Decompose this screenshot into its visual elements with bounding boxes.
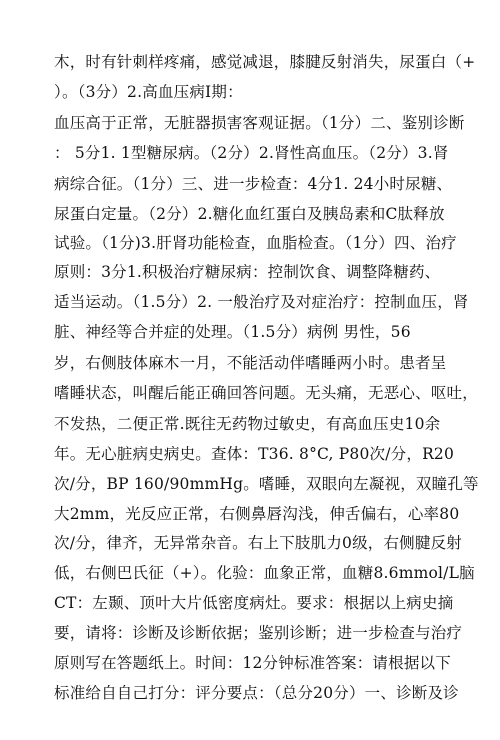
text-line: 血压高于正常，无脏器损害客观证据。（1分）二、鉴别诊断 (54, 114, 465, 132)
text-line: 要，请将：诊断及诊断依据；鉴别诊断；进一步检查与治疗 (54, 624, 463, 642)
text-line: 大2mm，光反应正常，右侧鼻唇沟浅，伸舌偏右，心率80 (54, 505, 460, 523)
text-line: 年。无心脏病史病史。查体：T36. 8°C, P80次/分，R20 (54, 445, 455, 463)
text-line: 不发热，二便正常.既往无药物过敏史，有高血压史10余 (54, 415, 441, 433)
text-line: 木，时有针刺样疼痛，感觉减退，膝腱反射消失，尿蛋白（+ (54, 53, 476, 71)
text-line: 次/分，BP 160/90mmHg。嗜睡，双眼向左凝视，双瞳孔等 (54, 475, 479, 493)
text-line: ）。（3分）2.高血压病Ⅰ期： (54, 83, 243, 101)
text-line: 尿蛋白定量。（2分）2.糖化血红蛋白及胰岛素和C肽释放 (54, 205, 445, 223)
text-line: 低，右侧巴氏征（+）。化验：血象正常，血糖8.6mmol/L脑 (54, 564, 475, 582)
text-line: 原则写在答题纸上。时间：12分钟标准答案：请根据以下 (54, 654, 451, 672)
text-line: 次/分，律齐，无异常杂音。右上下肢肌力0级，右侧腱反射 (54, 534, 462, 552)
text-line: 适当运动。（1.5分）2. 一般治疗及对症治疗：控制血压，肾 (54, 293, 469, 311)
text-line: 岁，右侧肢体麻木一月，不能活动伴嗜睡两小时。患者呈 (54, 354, 447, 372)
text-line: 试验。（1分)3.肝肾功能检查，血脂检查。（1分）四、治疗 (54, 234, 457, 252)
text-line: CT：左颞、顶叶大片低密度病灶。要求：根据以上病史摘 (54, 594, 454, 612)
text-line: 标准给自自己打分：评分要点：（总分20分）一、诊断及诊 (54, 684, 459, 702)
text-line: ： 5分1. 1型糖尿病。（2分）2.肾性高血压。（2分）3.肾 (54, 144, 449, 162)
text-line: 脏、神经等合并症的处理。（1.5分）病例 男性，56 (54, 323, 411, 341)
text-line: 原则：3分1.积极治疗糖尿病：控制饮食、调整降糖药、 (54, 263, 441, 281)
text-line: 嗜睡状态，叫醒后能正确回答问题。无头痛，无恶心、呕吐， (54, 384, 478, 402)
text-line: 病综合征。（1分）三、进一步检查：4分1. 24小时尿糖、 (54, 175, 453, 193)
